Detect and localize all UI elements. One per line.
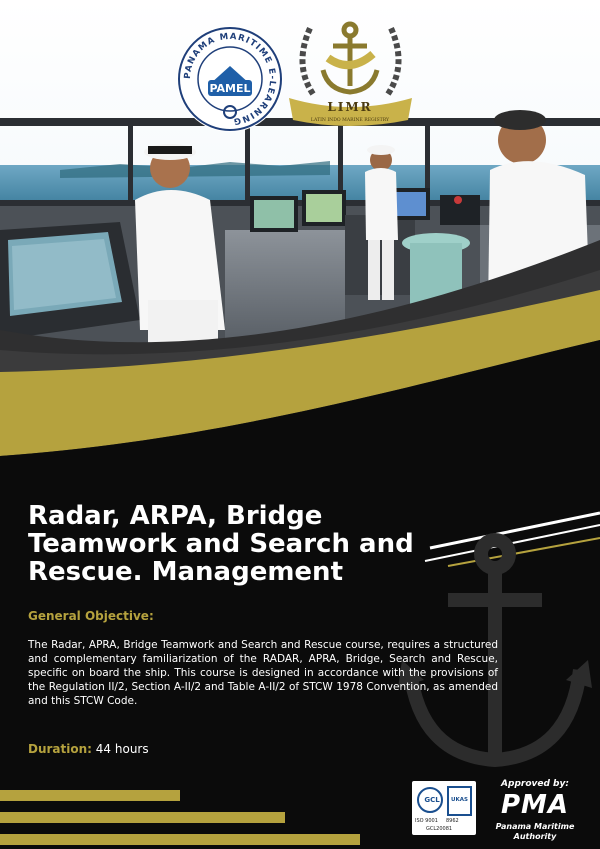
pma-logo: PMA bbox=[500, 790, 570, 820]
course-title-line-2: Teamwork and Search and bbox=[28, 529, 414, 559]
duration-label: Duration: bbox=[28, 742, 92, 756]
pamel-ring-text: PANAMA MARITIME E-LEARNING bbox=[182, 31, 278, 127]
duration-value: 44 hours bbox=[95, 742, 149, 756]
course-title-line-1: Radar, ARPA, Bridge bbox=[28, 501, 323, 531]
pma-name-line-2: Authority bbox=[513, 832, 557, 841]
limr-name: LIMR bbox=[327, 100, 373, 114]
gcl-logo bbox=[417, 787, 443, 813]
gold-bar-2 bbox=[0, 812, 285, 823]
approved-by-label: Approved by: bbox=[501, 779, 569, 789]
course-title bbox=[28, 502, 488, 586]
general-objective-label: General Objective: bbox=[28, 609, 154, 623]
certificate-number: GCL20081 bbox=[426, 826, 453, 832]
gold-bar-1 bbox=[0, 790, 180, 801]
iso-standard: ISO 9001 bbox=[415, 818, 438, 824]
general-objective-text: The Radar, APRA, Bridge Teamwork and Search and Rescue course, requires a structured and complementary familiarization of the RADAR, APRA, Bridge, Search and Rescue, specific on board the ship. This course is designed in accordance with the provisions of the Regulation II/2, Section A-II/2 and Table A-II/2 of STCW 1978 Convention, as amended and this STCW Code. bbox=[28, 639, 498, 707]
gcl-text: GCL bbox=[424, 796, 440, 804]
ukas-code: 8962 bbox=[446, 818, 459, 824]
ukas-logo bbox=[447, 786, 472, 816]
pamel-logo bbox=[175, 24, 285, 134]
pamel-name: PAMEL bbox=[209, 82, 251, 95]
limr-subtitle: LATIN INDO MARINE REGISTRY bbox=[310, 118, 390, 123]
certification-badge bbox=[412, 781, 476, 835]
gold-bar-3 bbox=[0, 834, 360, 845]
duration bbox=[28, 742, 149, 756]
pma-full-name bbox=[480, 822, 590, 842]
limr-logo bbox=[283, 14, 418, 126]
course-title-line-3: Rescue. Management bbox=[28, 557, 343, 587]
ukas-text: UKAS bbox=[451, 797, 468, 803]
pma-name-line-1: Panama Maritime bbox=[495, 822, 575, 831]
